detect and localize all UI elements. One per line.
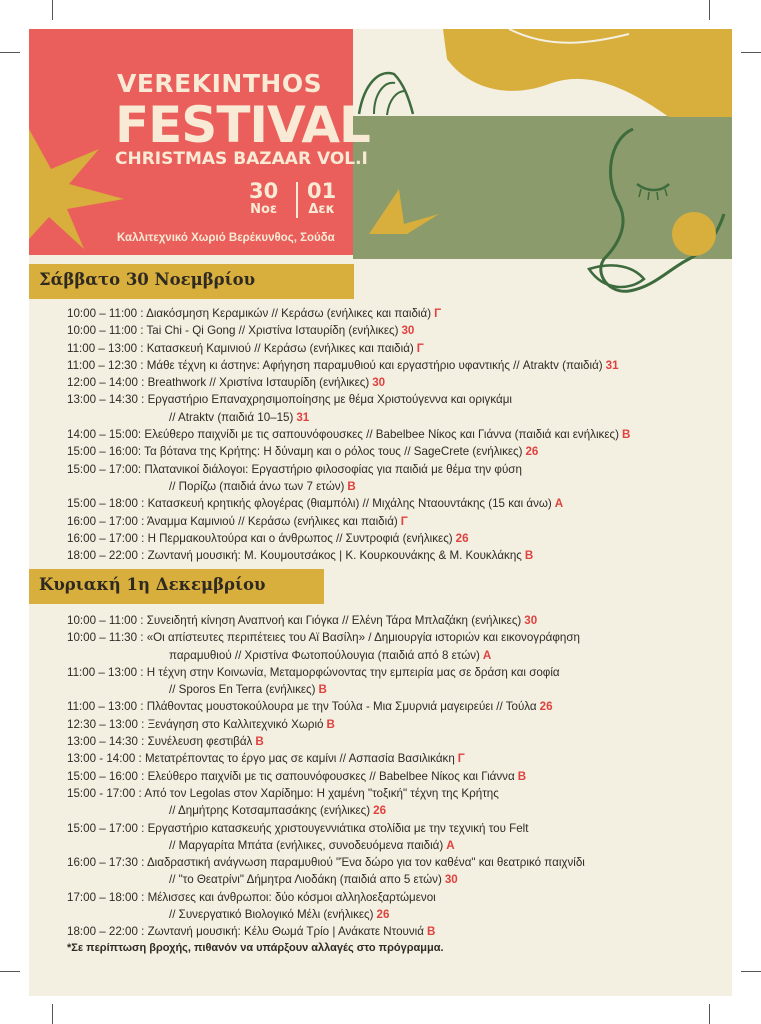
saturday-schedule bbox=[67, 305, 630, 564]
schedule-line-continuation bbox=[67, 681, 585, 698]
event-text: // Atraktv (παιδιά 10–15) bbox=[169, 410, 294, 424]
location-tag: Β bbox=[255, 735, 264, 749]
date-start-day: 30 bbox=[249, 179, 279, 203]
schedule-line bbox=[67, 768, 585, 785]
rain-note: *Σε περίπτωση βροχής, πιθανόν να υπάρξουν αλλαγές στο πρόγραμμα. bbox=[67, 942, 444, 954]
event-text: 15:00 – 16:00 : Ελεύθερο παιχνίδι με τις σαπουνόφουσκες // Babelbee Νίκος και Γιάννα bbox=[67, 769, 515, 783]
location-tag: Γ bbox=[416, 341, 424, 355]
event-text: 16:00 – 17:00 : Άναμμα Καμινιού // Κεράσω (ενήλικες και παιδιά) bbox=[67, 514, 398, 528]
event-text: // Πορίζω (παιδιά άνω των 7 ετών) bbox=[169, 479, 345, 493]
event-text: 11:00 – 13:00 : Πλάθοντας μουστοκούλουρα με την Τούλα - Μια Σμυρνιά μαγειρεύει // Τούλα bbox=[67, 700, 537, 714]
event-text: 10:00 – 11:00 : Συνειδητή κίνηση Αναπνοή και Γιόγκα // Ελένη Τάρα Μπλαζάκη (ενήλικες) bbox=[67, 614, 522, 627]
event-text: 14:00 – 15:00: Ελεύθερο παιχνίδι με τις σαπουνόφουσκες // Babelbee Νίκος και Γιάννα (παιδιά και ενήλικες) bbox=[67, 428, 619, 442]
event-text: 13:00 – 14:30 : Εργαστήριο Επαναχρησιμοποίησης με θέμα Χριστούγεννα και οριγκάμι bbox=[67, 393, 512, 407]
event-text: // Δημήτρης Κοτσαμπασάκης (ενήλικες) bbox=[169, 804, 371, 818]
schedule-line bbox=[67, 322, 630, 339]
location-tag: Β bbox=[426, 925, 436, 939]
schedule-line bbox=[67, 889, 585, 906]
date-end-month: Δεκ bbox=[308, 202, 335, 217]
location-tag: 26 bbox=[373, 804, 387, 818]
poster-page bbox=[29, 29, 732, 996]
crop-mark bbox=[741, 52, 761, 53]
location-tag: 26 bbox=[525, 445, 539, 459]
schedule-line bbox=[67, 513, 630, 530]
schedule-line bbox=[67, 750, 585, 767]
location-tag: 30 bbox=[444, 873, 458, 887]
event-text: // Μαργαρίτα Μπάτα (ενήλικες, συνοδευόμενα παιδιά) bbox=[169, 838, 444, 852]
schedule-line-continuation bbox=[67, 802, 585, 819]
location-tag: 26 bbox=[376, 908, 390, 922]
event-text: 11:00 – 12:30 : Μάθε τέχνη κι άστηνε: Αφήγηση παραμυθιού και εργαστήριο υφαντικής // Atraktv (παιδιά) bbox=[67, 358, 603, 372]
location-tag: Β bbox=[318, 683, 327, 697]
date-end bbox=[307, 179, 336, 217]
festival-title: FESTIVAL bbox=[115, 96, 370, 154]
schedule-line bbox=[67, 629, 585, 646]
location-tag: 26 bbox=[455, 531, 469, 545]
event-text: 10:00 – 11:00 : Διακόσμηση Κεραμικών // Κεράσω (ενήλικες και παιδιά) bbox=[67, 307, 432, 320]
event-text: 15:00 – 16:00: Τα βότανα της Κρήτης: Η δύναμη και ο ρόλος τους // SageCrete (ενήλικες) bbox=[67, 445, 523, 459]
date-separator bbox=[296, 182, 298, 218]
schedule-line-continuation bbox=[67, 906, 585, 923]
schedule-line bbox=[67, 530, 630, 547]
schedule-line bbox=[67, 305, 630, 322]
schedule-line bbox=[67, 698, 585, 715]
event-text: 12:00 – 14:00 : Breathwork // Χριστίνα Ισταυρίδη (ενήλικες) bbox=[67, 376, 370, 390]
event-text: 18:00 – 22:00 : Ζωντανή μουσική: Κέλυ Θωμά Τρίο | Ανάκατε Ντουνιά bbox=[67, 925, 424, 939]
event-text: 15:00 - 17:00 : Από τον Legolas στον Χαρίδημο: Η χαμένη "τοξική" τέχνη της Κρήτης bbox=[67, 786, 499, 800]
schedule-line bbox=[67, 374, 630, 391]
schedule-line bbox=[67, 733, 585, 750]
schedule-line-continuation bbox=[67, 409, 630, 426]
starburst-icon bbox=[29, 119, 129, 249]
sunday-title: Κυριακή 1η Δεκεμβρίου bbox=[39, 575, 266, 594]
location-tag: 31 bbox=[296, 410, 310, 424]
location-tag: Γ bbox=[457, 752, 465, 766]
crop-mark bbox=[741, 971, 761, 972]
event-text: 16:00 – 17:30 : Διαδραστική ανάγνωση παραμυθιού "Ένα δώρο για τον καθένα" και θεατρικό παιχνίδι bbox=[67, 856, 585, 870]
schedule-line bbox=[67, 461, 630, 478]
venue-text: Καλλιτεχνικό Χωριό Βερέκυνθος, Σούδα bbox=[117, 232, 335, 244]
event-text: 17:00 – 18:00 : Μέλισσες και άνθρωποι: δύο κόσμοι αλληλοεξαρτώμενοι bbox=[67, 890, 436, 904]
schedule-line bbox=[67, 443, 630, 460]
location-tag: Γ bbox=[400, 514, 408, 528]
event-text: // "το Θεατρίνι" Δήμητρα Λιοδάκη (παιδιά απο 5 ετών) bbox=[169, 873, 442, 887]
location-tag: 26 bbox=[539, 700, 553, 714]
location-tag: Β bbox=[517, 769, 527, 783]
schedule-line bbox=[67, 357, 630, 374]
crop-mark bbox=[0, 52, 20, 53]
date-start bbox=[249, 179, 278, 217]
event-text: 15:00 – 18:00 : Κατασκευή κρητικής φλογέρας (θιαμπόλι) // Μιχάλης Νταουντάκης (15 και άνω) bbox=[67, 497, 552, 511]
schedule-line bbox=[67, 923, 585, 940]
location-tag: Γ bbox=[434, 307, 442, 320]
header-panel bbox=[29, 29, 370, 255]
sunday-header bbox=[29, 569, 324, 604]
schedule-line-continuation bbox=[67, 647, 585, 664]
date-end-day: 01 bbox=[307, 179, 337, 203]
location-tag: 30 bbox=[524, 614, 538, 627]
location-tag: Α bbox=[446, 838, 455, 852]
event-text: 15:00 – 17:00: Πλατανικοί διάλογοι: Εργαστήριο φιλοσοφίας για παιδιά με θέμα την φύση bbox=[67, 462, 522, 476]
schedule-line bbox=[67, 716, 585, 733]
location-tag: Β bbox=[326, 717, 335, 731]
location-tag: Α bbox=[482, 648, 492, 662]
schedule-line bbox=[67, 820, 585, 837]
schedule-line-continuation bbox=[67, 837, 585, 854]
schedule-line bbox=[67, 547, 630, 564]
event-text: 16:00 – 17:00 : Η Περμακουλτούρα και ο άνθρωπος // Συντροφιά (ενήλικες) bbox=[67, 531, 453, 545]
schedule-line bbox=[67, 495, 630, 512]
crop-mark bbox=[52, 0, 53, 20]
event-text: 10:00 – 11:30 : «Οι απίστευτες περιπέτειες του Αϊ Βασίλη» / Δημιουργία ιστοριών και εικονογράφηση bbox=[67, 631, 580, 645]
schedule-line-continuation bbox=[67, 478, 630, 495]
location-tag: Β bbox=[524, 549, 534, 563]
saturday-header bbox=[29, 264, 354, 299]
event-text: 18:00 – 22:00 : Ζωντανή μουσική: Μ. Κουμουτσάκος | Κ. Κουρκουνάκης & Μ. Κουκλάκης bbox=[67, 549, 522, 563]
crop-mark bbox=[709, 1004, 710, 1024]
date-start-month: Νοε bbox=[250, 202, 278, 217]
brand-name: VEREKINTHOS bbox=[117, 69, 323, 98]
schedule-line bbox=[67, 391, 630, 408]
event-text: 12:30 – 13:00 : Ξενάγηση στο Καλλιτεχνικό Χωριό bbox=[67, 717, 324, 731]
schedule-line bbox=[67, 612, 585, 629]
event-subtitle: CHRISTMAS BAZAAR VOL.I bbox=[115, 149, 368, 169]
location-tag: 30 bbox=[401, 324, 415, 338]
event-text: 13:00 – 14:30 : Συνέλευση φεστιβάλ bbox=[67, 735, 253, 749]
crop-mark bbox=[0, 971, 20, 972]
location-tag: 31 bbox=[605, 358, 619, 372]
event-text: παραμυθιού // Χριστίνα Φωτοπούλουγια (παιδιά από 8 ετών) bbox=[169, 648, 480, 662]
event-text: 10:00 – 11:00 : Tai Chi - Qi Gong // Χριστίνα Ισταυρίδη (ενήλικες) bbox=[67, 324, 399, 338]
schedule-line bbox=[67, 426, 630, 443]
crop-mark bbox=[709, 0, 710, 20]
schedule-line bbox=[67, 854, 585, 871]
event-text: 13:00 - 14:00 : Μετατρέποντας το έργο μας σε καμίνι // Ασπασία Βασιλικάκη bbox=[67, 752, 455, 766]
schedule-line bbox=[67, 340, 630, 357]
event-text: 11:00 – 13:00 : Κατασκευή Καμινιού // Κεράσω (ενήλικες και παιδιά) bbox=[67, 341, 414, 355]
location-tag: 30 bbox=[372, 376, 386, 390]
saturday-title: Σάββατο 30 Νοεμβρίου bbox=[39, 270, 256, 289]
location-tag: Β bbox=[621, 428, 631, 442]
schedule-line-continuation bbox=[67, 871, 585, 888]
event-text: 15:00 – 17:00 : Εργαστήριο κατασκευής χριστουγεννιάτικα στολίδια με την τεχνική του Felt bbox=[67, 821, 529, 835]
sunday-schedule bbox=[67, 612, 585, 941]
schedule-line bbox=[67, 785, 585, 802]
event-text: 11:00 – 13:00 : Η τέχνη στην Κοινωνία, Μεταμορφώνοντας την εμπειρία μας σε δράση και σοφία bbox=[67, 665, 560, 679]
schedule-line bbox=[67, 664, 585, 681]
event-text: // Συνεργατικό Βιολογικό Μέλι (ενήλικες) bbox=[169, 908, 374, 922]
location-tag: Α bbox=[554, 497, 564, 511]
crop-mark bbox=[52, 1004, 53, 1024]
location-tag: Β bbox=[347, 479, 356, 493]
event-text: // Sporos En Terra (ενήλικες) bbox=[169, 683, 316, 697]
